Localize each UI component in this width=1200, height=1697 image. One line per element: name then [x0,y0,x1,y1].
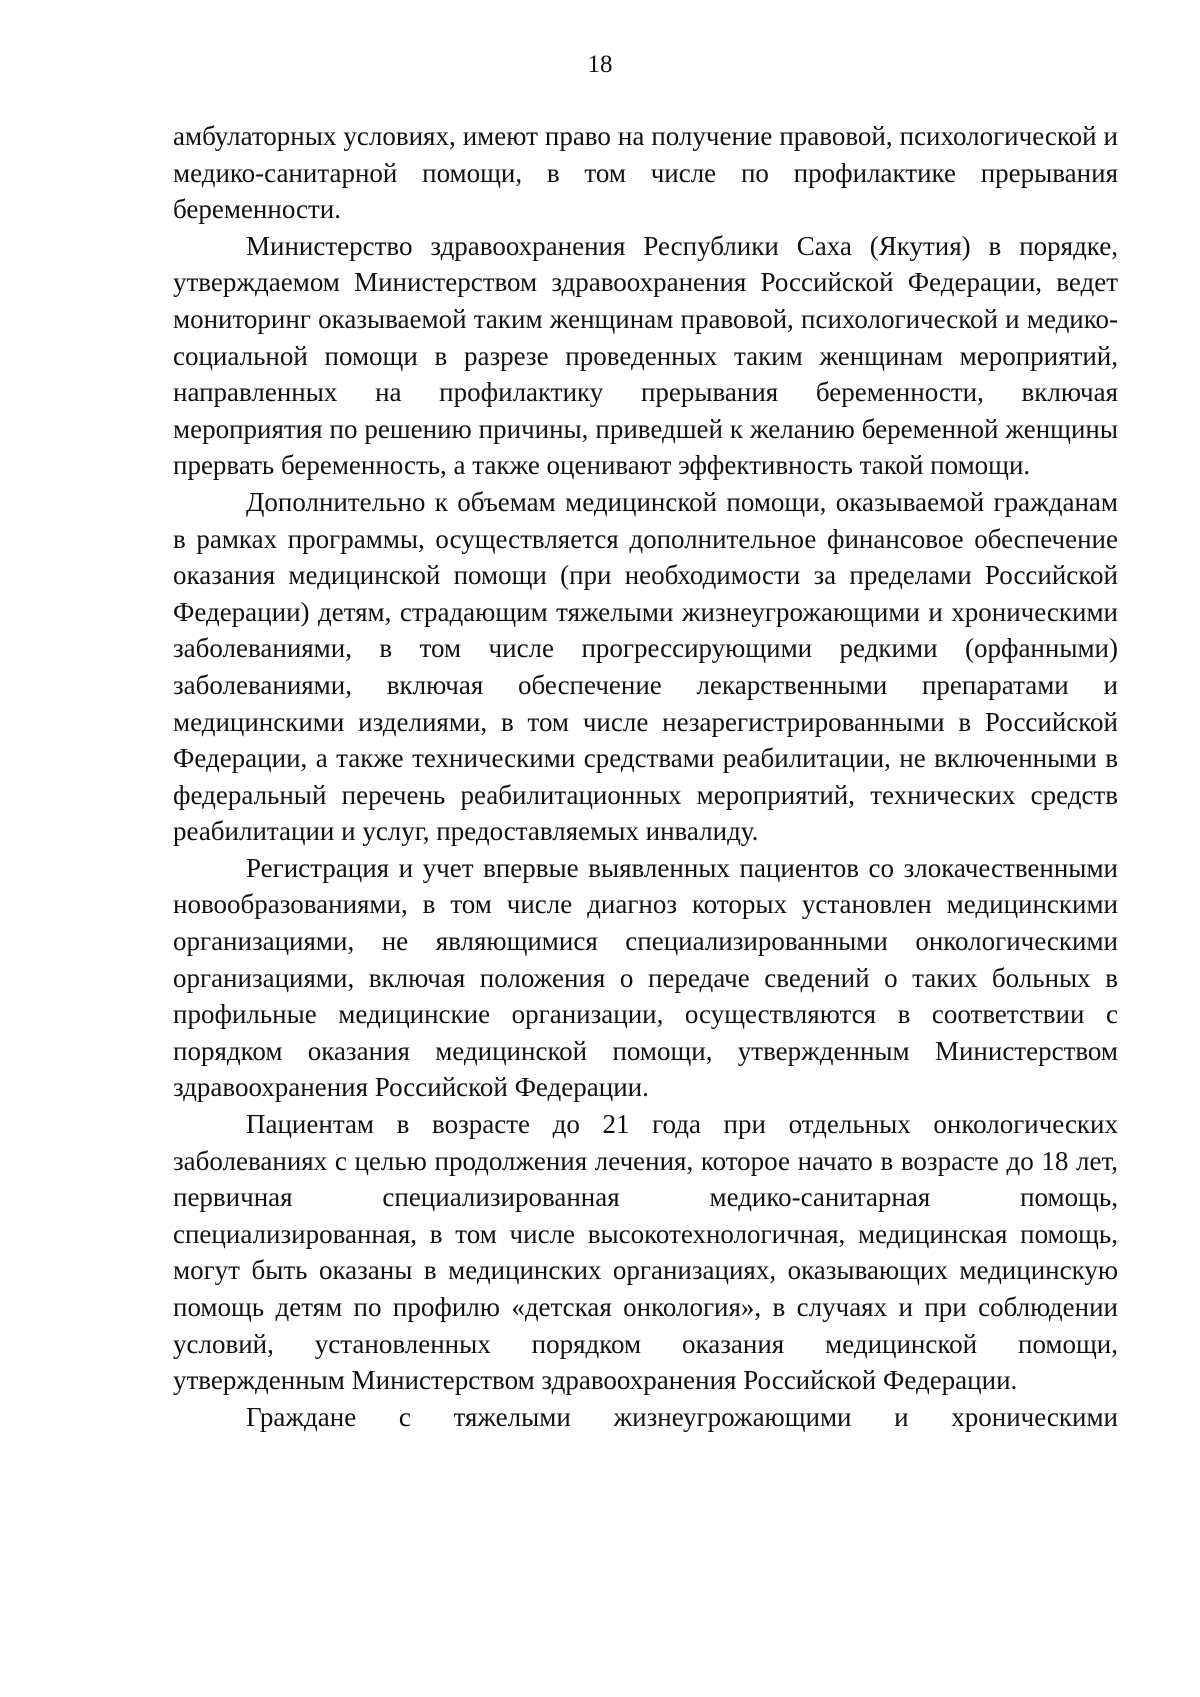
paragraph-patients-under-21: Пациентам в возрасте до 21 года при отдельных онкологических заболеваниях с целью продолжения лечения, которое начато в возрасте до 18 лет, первичная специализированная медико-санитарная помощь, специализированная, в том числе высокотехнологичная, медицинская помощь, могут быть оказаны в медицинских организациях, оказывающих медицинскую помощь детям по профилю «детская онкология», в случаях и при соблюдении условий, установленных порядком оказания медицинской помощи, утвержденным Министерством здравоохранения Российской Федерации. [173,1109,1118,1396]
paragraph-continuation: амбулаторных условиях, имеют право на получение правовой, психологической и медико-санитарной помощи, в том числе по профилактике прерывания беременности. [173,121,1118,225]
paragraph-ministry-monitoring: Министерство здравоохранения Республики Саха (Якутия) в порядке, утверждаемом Министерством здравоохранения Российской Федерации, ведет мониторинг оказываемой таким женщинам правовой, психологической и медико-социальной помощи в разрезе проведенных таким женщинам мероприятий, направленных на профилактику прерывания беременности, включая мероприятия по решению причины, приведшей к желанию беременной женщины прервать беременность, а также оценивают эффективность такой помощи. [173,230,1118,481]
page-number: 18 [587,51,613,78]
paragraph-citizens-severe-diseases: Граждане с тяжелыми жизнеугрожающими и хроническими [246,1401,1118,1432]
paragraph-additional-financing: Дополнительно к объемам медицинской помощи, оказываемой гражданам в рамках программы, осуществляется дополнительное финансовое обеспечение оказания медицинской помощи (при необходимости за пределами Российской Федерации) детям, страдающим тяжелыми жизнеугрожающими и хроническими заболеваниями, в том числе прогрессирующими редкими (орфанными) заболеваниями, включая обеспечение лекарственными препаратами и медицинскими изделиями, в том числе незарегистрированными в Российской Федерации, а также техническими средствами реабилитации, не включенными в федеральный перечень реабилитационных мероприятий, технических средств реабилитации и услуг, предоставляемых инвалиду. [173,486,1118,847]
paragraph-cancer-registration: Регистрация и учет впервые выявленных пациентов со злокачественными новообразованиями, в том числе диагноз которых установлен медицинскими организациями, не являющимися специализированными онкологическими организациями, включая положения о передаче сведений о таких больных в профильные медицинские организации, осуществляются в соответствии с порядком оказания медицинской помощи, утвержденным Министерством здравоохранения Российской Федерации. [173,852,1118,1103]
document-body [173,118,1118,1435]
